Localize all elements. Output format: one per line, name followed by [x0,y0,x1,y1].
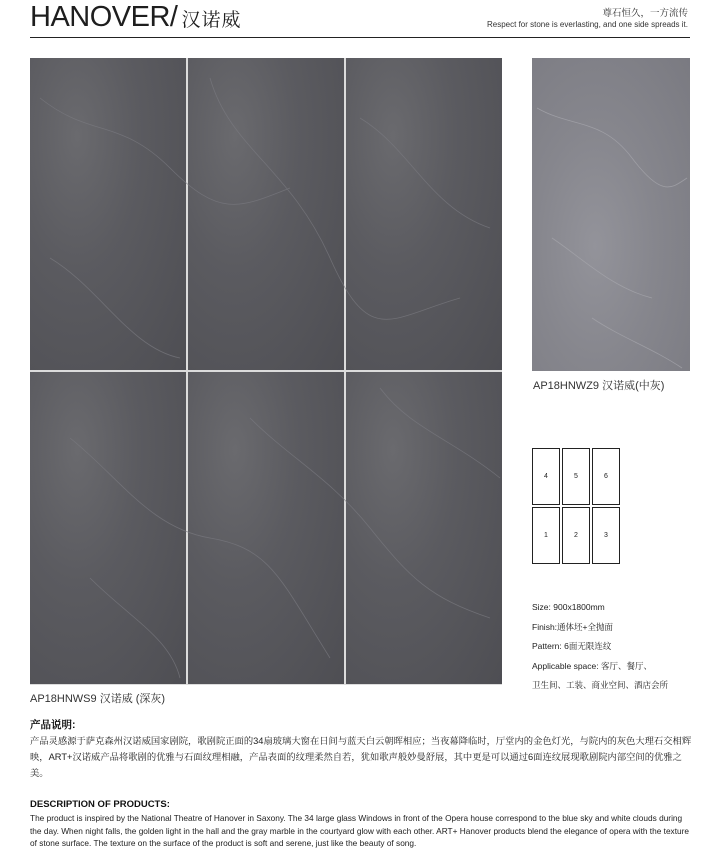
layout-cell-1: 1 [532,507,560,564]
header-divider [30,37,690,38]
swatch-vein-overlay [532,58,690,371]
marble-vein-overlay [30,58,502,685]
layout-cell-4: 4 [532,448,560,505]
layout-cell-3: 3 [592,507,620,564]
spec-applicable-space: Applicable space: 客厅、餐厅、 [532,660,652,671]
description-cn-body: 产品灵感源于萨克森州汉诺威国家剧院，歌剧院正面的34扇玻璃大窗在日间与蓝天白云朝晖相应；当夜幕降临时，厅堂内的金色灯光，与院内的灰色大理石交相辉映，ART+汉诺威产品将歌剧的优雅与石面纹理相融，产品表面的纹理柔然自若，犹如歌声般妙曼舒展，其中更是可以通过6面连纹展现歌剧院内部空间的优雅之美。 [30,736,692,778]
spec-size: Size: 900x1800mm [532,602,605,612]
spec-applicable-space-cont: 卫生间、工装、商业空间、酒店会所 [532,680,669,690]
brand-separator: / [169,1,178,33]
layout-cell-5: 5 [562,448,590,505]
product-specs [532,598,668,696]
layout-cell-2: 2 [562,507,590,564]
slogan-cn: 尊石恒久，一方流传 [602,8,688,19]
mid-grey-tile-swatch [532,58,690,371]
layout-cell-6: 6 [592,448,620,505]
dark-grey-tile-layout-image [30,58,502,685]
continuous-pattern-layout-diagram [532,448,620,566]
page-header [0,0,725,40]
description-cn-title: 产品说明: [30,719,76,731]
brand-name-cn: 汉诺威 [181,10,242,31]
description-en-body: The product is inspired by the National Theatre of Hanover in Saxony. The 34 large glass Windows in front of the Opera house correspond to the blue sky and white clouds during the day. When night falls, the golden light in the hall and the gray marble in the courtyard glow with each other. ART+ Hanover products blend the elegance of opera with the texture of stone surface. The texture on the surface of the product is soft and serene, just like the beauty of song. [30,813,690,848]
description-en-title: DESCRIPTION OF PRODUCTS: [30,799,170,810]
brand-name-en: HANOVER [30,1,170,33]
spec-pattern: Pattern: 6面无限连纹 [532,641,612,651]
slogan-en: Respect for stone is everlasting, and one side spreads it. [487,20,688,29]
brand-title [30,1,242,34]
product-code-mid-grey: AP18HNWZ9 汉诺威(中灰) [533,380,665,392]
product-code-dark-grey: AP18HNWS9 汉诺威 (深灰) [30,693,166,705]
spec-finish: Finish:通体坯+全抛面 [532,621,613,632]
